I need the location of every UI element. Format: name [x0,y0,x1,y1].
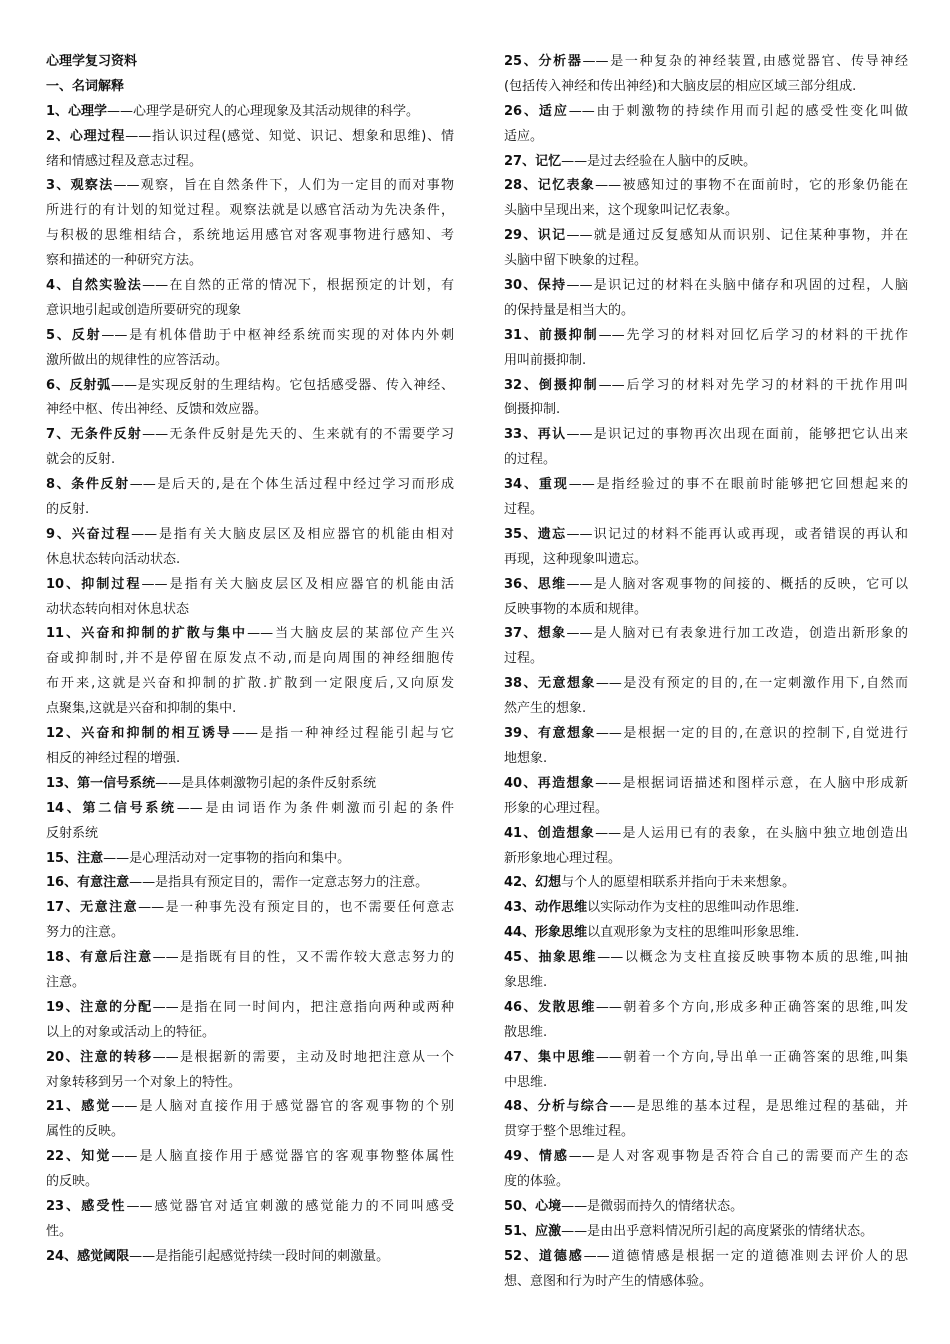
text-line [46,1170,454,1195]
text-line [504,772,908,797]
text-line [46,324,454,349]
text-line [504,622,908,647]
text-line [504,174,908,199]
definition-text: ——是识记过的材料在头脑中储存和巩固的过程，人脑 [566,278,908,294]
term-label: 12、兴奋和抑制的相互诱导 [46,726,232,742]
term-label: 41、创造想象 [504,825,596,841]
text-line [46,349,454,374]
term-label: 21、感觉 [46,1099,112,1115]
term-label: 45、抽象思维 [504,950,598,966]
text-line [504,921,908,946]
definition-text: 神经中枢、传出神经、反馈和效应器。 [46,402,268,418]
term-label: 1、心理学 [46,103,108,119]
definition-text: ——由于刺激物的持续作用而引起的感受性变化叫做 [568,103,908,119]
definition-text: ——是指具有预定目的，需作一定意志努力的注意。 [129,875,429,891]
definition-text: 贯穿于整个思维过程。 [504,1124,635,1140]
text-line [504,199,908,224]
definition-text: 意识地引起或创造所要研究的现象 [46,302,242,318]
definition-text: 头脑中留下映象的过程。 [504,253,648,269]
term-label: 46、发散思维 [504,999,596,1015]
term-label: 26、适应 [504,103,569,119]
text-line [46,224,454,249]
text-line [504,523,908,548]
definition-text: 察和描述的一种研究方法。 [46,253,203,269]
definition-text: ——是人脑直接作用于感觉器官的客观事物整体属性 [111,1149,454,1165]
text-line [46,100,454,125]
definition-text: 新形象地心理过程。 [504,850,622,866]
term-label: 34、重现 [504,477,569,493]
text-line [504,598,908,623]
definition-text: ——感觉器官对适宜刺激的感觉能力的不同叫感受 [126,1198,454,1214]
definition-text: ——是识记过的事物再次出现在面前，能够把它认出来 [566,427,908,443]
definition-text: ——先学习的材料对回忆后学习的材料的干扰作 [598,327,908,343]
term-label: 2、心理过程 [46,128,126,144]
definition-text: 点聚集,这就是兴奋和抑制的集中. [46,701,237,717]
definition-text: ——是由词语作为条件刺激而引起的条件 [176,800,454,816]
definition-text: ——朝着一个方向,导出单一正确答案的思维,叫集 [595,1049,908,1065]
term-label: 28、记忆表象 [504,178,596,194]
text-line [46,996,454,1021]
text-line [46,448,454,473]
text-line [504,946,908,971]
term-label: 30、保持 [504,278,567,294]
definition-text: ——以概念为支柱直接反映事物本质的思维,叫抽 [597,950,908,966]
term-label: 16、有意注意 [46,875,130,891]
term-label: 50、心境 [504,1198,562,1214]
text-line [504,822,908,847]
term-label: 11、兴奋和抑制的扩散与集中 [46,626,248,642]
text-line [504,896,908,921]
term-label: 31、前摄抑制 [504,327,599,343]
definition-text: ——是指既有目的性，又不需作较大意志努力的 [152,950,454,966]
term-label: 心理学复习资料 [46,54,138,69]
text-line [504,398,908,423]
term-label: 4、自然实验法 [46,278,143,294]
definition-text: 与个人的愿望相联系并指向于未来想象。 [561,875,796,891]
text-line [504,697,908,722]
definition-text: 注意。 [46,974,86,990]
definition-text: 用叫前摄抑制. [504,352,587,368]
definition-text: ——是人对客观事物是否符合自己的需要而产生的态 [568,1149,908,1165]
text-line [46,473,454,498]
text-line [46,199,454,224]
definition-text: 过程。 [504,502,544,518]
definition-text: ——是指能引起感觉持续一段时间的刺激量。 [129,1248,390,1264]
definition-text: ——是根据词语描述和图样示意，在人脑中形成新 [595,775,908,791]
text-line [504,473,908,498]
definition-text: ——心理学是研究人的心理现象及其活动规律的科学。 [107,103,420,119]
text-line [504,548,908,573]
definition-text: ——是指一种神经过程能引起与它 [232,726,454,742]
definition-text: 反映事物的本质和规律。 [504,601,648,617]
text-line [46,822,454,847]
definition-text: 然产生的想象. [504,701,587,717]
definition-text: ——是一种复杂的神经装置,由感觉器官、传导神经 [582,54,908,69]
text-line [46,847,454,872]
term-label: 7、无条件反射 [46,427,143,443]
text-line [46,647,454,672]
term-label: 38、无意想象 [504,676,596,692]
definition-text: ——是指在同一时间内，把注意指向两种或两种 [152,999,454,1015]
definition-text: ——观察，旨在自然条件下，人们为一定目的而对事物 [113,178,454,194]
text-line [46,1245,454,1270]
definition-text: ——是思维的基本过程，是思维过程的基础，并 [609,1099,908,1115]
text-line [504,1071,908,1096]
term-label: 33、再认 [504,427,567,443]
term-label: 14、第二信号系统 [46,800,177,816]
definition-text: 对象转移到另一个对象上的特性。 [46,1074,242,1090]
text-line [504,647,908,672]
term-label: 20、注意的转移 [46,1049,153,1065]
text-line [504,573,908,598]
term-label: 43、动作思维 [504,900,588,916]
text-line [46,299,454,324]
term-label: 35、遗忘 [504,526,567,542]
definition-text: 头脑中呈现出来，这个现象叫记忆表象。 [504,203,739,219]
text-line [504,75,908,100]
text-line [504,498,908,523]
term-label: 36、思维 [504,576,567,592]
definition-text: 属性的反映。 [46,1124,125,1140]
definition-text: 倒摄抑制. [504,402,561,418]
term-label: 22、知觉 [46,1149,112,1165]
definition-text: ——是指经验过的事不在眼前时能够把它回想起来的 [568,477,908,493]
term-label: 48、分析与综合 [504,1099,610,1115]
text-line [46,871,454,896]
text-line [504,797,908,822]
text-line [46,697,454,722]
text-line [46,1120,454,1145]
definition-text: 散思维. [504,1024,548,1040]
term-label: 24、感觉阈限 [46,1248,130,1264]
text-line [46,50,454,75]
term-label: 39、有意想象 [504,726,596,742]
text-line [46,274,454,299]
text-line [504,299,908,324]
text-line [504,847,908,872]
term-label: 15、注意 [46,850,104,866]
text-line [504,722,908,747]
definition-text: 象思维. [504,974,548,990]
text-line [504,871,908,896]
text-line [46,672,454,697]
term-label: 47、集中思维 [504,1049,596,1065]
term-label: 19、注意的分配 [46,999,153,1015]
definition-text: ——是人脑对已有表象进行加工改造，创造出新形象的 [566,626,908,642]
definition-text: ——无条件反射是先天的、生来就有的不需要学习 [142,427,454,443]
term-label: 23、感受性 [46,1198,127,1214]
definition-text: 的保持量是相当大的。 [504,302,635,318]
definition-text: 的过程。 [504,452,557,468]
definition-text: ——是人运用已有的表象，在头脑中独立地创造出 [595,825,908,841]
text-line [46,1145,454,1170]
text-line [504,1021,908,1046]
text-line [46,150,454,175]
definition-text: 的反映。 [46,1174,99,1190]
definition-text: 的反射. [46,502,90,518]
definition-text: ——是过去经验在人脑中的反映。 [561,153,757,169]
text-line [46,921,454,946]
text-line [504,971,908,996]
definition-text: ——道德情感是根据一定的道德准则去评价人的思 [583,1248,908,1264]
text-line [46,772,454,797]
definition-text: ——被感知过的事物不在面前时，它的形象仍能在 [595,178,908,194]
text-line [46,1195,454,1220]
definition-text: 就会的反射. [46,452,116,468]
term-label: 37、想象 [504,626,567,642]
definition-text: ——后学习的材料对先学习的材料的干扰作用叫 [598,377,908,393]
definition-text: 与积极的思维相结合，系统地运用感官对客观事物进行感知、考 [46,228,454,244]
definition-text: 努力的注意。 [46,925,125,941]
definition-text: ——朝着多个方向,形成多种正确答案的思维,叫发 [595,999,908,1015]
term-label: 13、第一信号系统 [46,775,156,791]
definition-text: 性。 [46,1223,73,1239]
term-label: 25、分析器 [504,54,583,69]
text-line [504,1245,908,1270]
definition-text: 所进行的有计划的知觉过程。观察法就是以感官活动为先决条件， [46,203,454,219]
definition-text: 以直观形象为支柱的思维叫形象思维. [587,925,800,941]
definition-text: 相反的神经过程的增强. [46,750,181,766]
definition-text: 反射系统 [46,825,99,841]
definition-text: ——识记过的材料不能再认或再现，或者错误的再认和 [566,526,908,542]
text-line [46,1095,454,1120]
text-line [46,1021,454,1046]
term-label: 32、倒摄抑制 [504,377,599,393]
text-line [504,1170,908,1195]
text-line [46,598,454,623]
text-line [46,523,454,548]
definition-text: ——是根据新的需要，主动及时地把注意从一个 [152,1049,454,1065]
text-line [46,722,454,747]
text-line [504,1046,908,1071]
term-label: 10、抑制过程 [46,576,142,592]
definition-text: ——是没有预定的目的,在一定刺激作用下,自然而 [595,676,908,692]
text-line [46,946,454,971]
definition-text: 以上的对象或活动上的特征。 [46,1024,216,1040]
definition-text: 动状态转向相对休息状态 [46,601,190,617]
text-line [46,498,454,523]
definition-text: ——是人脑对直接作用于感觉器官的客观事物的个别 [111,1099,454,1115]
text-line [46,1220,454,1245]
text-line [504,249,908,274]
definition-text: ——是人脑对客观事物的间接的、概括的反映，它可以 [566,576,908,592]
term-label: 42、幻想 [504,875,562,891]
definition-text: ——在自然的正常的情况下，根据预定的计划，有 [142,278,454,294]
definition-text: 度的体验。 [504,1174,570,1190]
text-line [504,224,908,249]
text-line [46,797,454,822]
definition-text: ——是实现反射的生理结构。它包括感受器、传入神经、 [110,377,454,393]
text-line [46,75,454,100]
text-line [46,573,454,598]
definition-text: 再现，这种现象叫遗忘。 [504,551,648,567]
text-line [46,1071,454,1096]
term-label: 3、观察法 [46,178,114,194]
text-line [504,125,908,150]
definition-text: ——就是通过反复感知从而识别、记住某种事物，并在 [566,228,908,244]
text-line [504,1120,908,1145]
term-label: 29、识记 [504,228,567,244]
definition-text: ——是具体刺激物引起的条件反射系统 [155,775,377,791]
definition-text: 绪和情感过程及意志过程。 [46,153,203,169]
definition-text: ——是后天的,是在个体生活过程中经过学习而形成 [129,477,454,493]
text-line [46,1046,454,1071]
text-line [504,150,908,175]
text-line [46,249,454,274]
text-line [504,1095,908,1120]
text-line [504,50,908,75]
definition-text: ——是一种事先没有预定目的，也不需要任何意志 [138,900,454,916]
term-label: 17、无意注意 [46,900,139,916]
text-line [46,423,454,448]
definition-text: 地想象. [504,750,548,766]
definition-text: 激所做出的规律性的应答活动。 [46,352,229,368]
definition-text: ——是指有关大脑皮层区及相应器官的机能由相对 [131,526,454,542]
definition-text: ——指认识过程(感觉、知觉、识记、想象和思维)、情 [125,128,454,144]
text-line [46,747,454,772]
definition-text: ——是微弱而持久的情绪状态。 [561,1198,744,1214]
term-label: 27、记忆 [504,153,562,169]
text-line [504,349,908,374]
term-label: 5、反射 [46,327,102,343]
text-line [504,1145,908,1170]
text-line [46,971,454,996]
definition-text: ——是心理活动对一定事物的指向和集中。 [103,850,351,866]
definition-text: 适应。 [504,128,544,144]
definition-text: ——是指有关大脑皮层区及相应器官的机能由活 [141,576,454,592]
text-line [504,448,908,473]
definition-text: ——当大脑皮层的某部位产生兴 [247,626,454,642]
text-line [504,747,908,772]
term-label: 44、形象思维 [504,925,588,941]
term-label: 一、名词解释 [46,78,125,94]
text-line [504,274,908,299]
term-label: 51、应激 [504,1223,562,1239]
definition-text: (包括传入神经和传出神经)和大脑皮层的相应区域三部分组成. [504,78,857,94]
text-line [504,996,908,1021]
definition-text: 布开来,这就是兴奋和抑制的扩散.扩散到一定限度后,又向原发 [46,676,454,692]
text-line [504,324,908,349]
definition-text: 以实际动作为支柱的思维叫动作思维. [587,900,800,916]
text-line [46,174,454,199]
text-line [504,374,908,399]
term-label: 52、道德感 [504,1248,584,1264]
right-column [504,50,908,1295]
text-line [504,1270,908,1295]
term-label: 9、兴奋过程 [46,526,132,542]
term-label: 8、条件反射 [46,477,130,493]
definition-text: 想、意图和行为时产生的情感体验。 [504,1273,713,1289]
term-label: 49、情感 [504,1149,569,1165]
text-line [46,398,454,423]
definition-text: 休息状态转向活动状态. [46,551,181,567]
text-line [504,100,908,125]
term-label: 18、有意后注意 [46,950,153,966]
text-line [504,1220,908,1245]
definition-text: ——是根据一定的目的,在意识的控制下,自觉进行 [595,726,908,742]
definition-text: 中思维. [504,1074,548,1090]
definition-text: 形象的心理过程。 [504,800,609,816]
term-label: 40、再造想象 [504,775,596,791]
definition-text: 奋或抑制时,并不是停留在原发点不动,而是向周围的神经细胞传 [46,651,454,667]
text-line [46,896,454,921]
definition-text: ——是由出乎意料情况所引起的高度紧张的情绪状态。 [561,1223,874,1239]
definition-text: ——是有机体借助于中枢神经系统而实现的对体内外刺 [101,327,454,343]
text-line [46,125,454,150]
definition-text: 过程。 [504,651,544,667]
text-line [504,423,908,448]
text-line [504,1195,908,1220]
text-line [504,672,908,697]
left-column [46,50,454,1270]
text-line [46,548,454,573]
text-line [46,622,454,647]
term-label: 6、反射弧 [46,377,111,393]
text-line [46,374,454,399]
